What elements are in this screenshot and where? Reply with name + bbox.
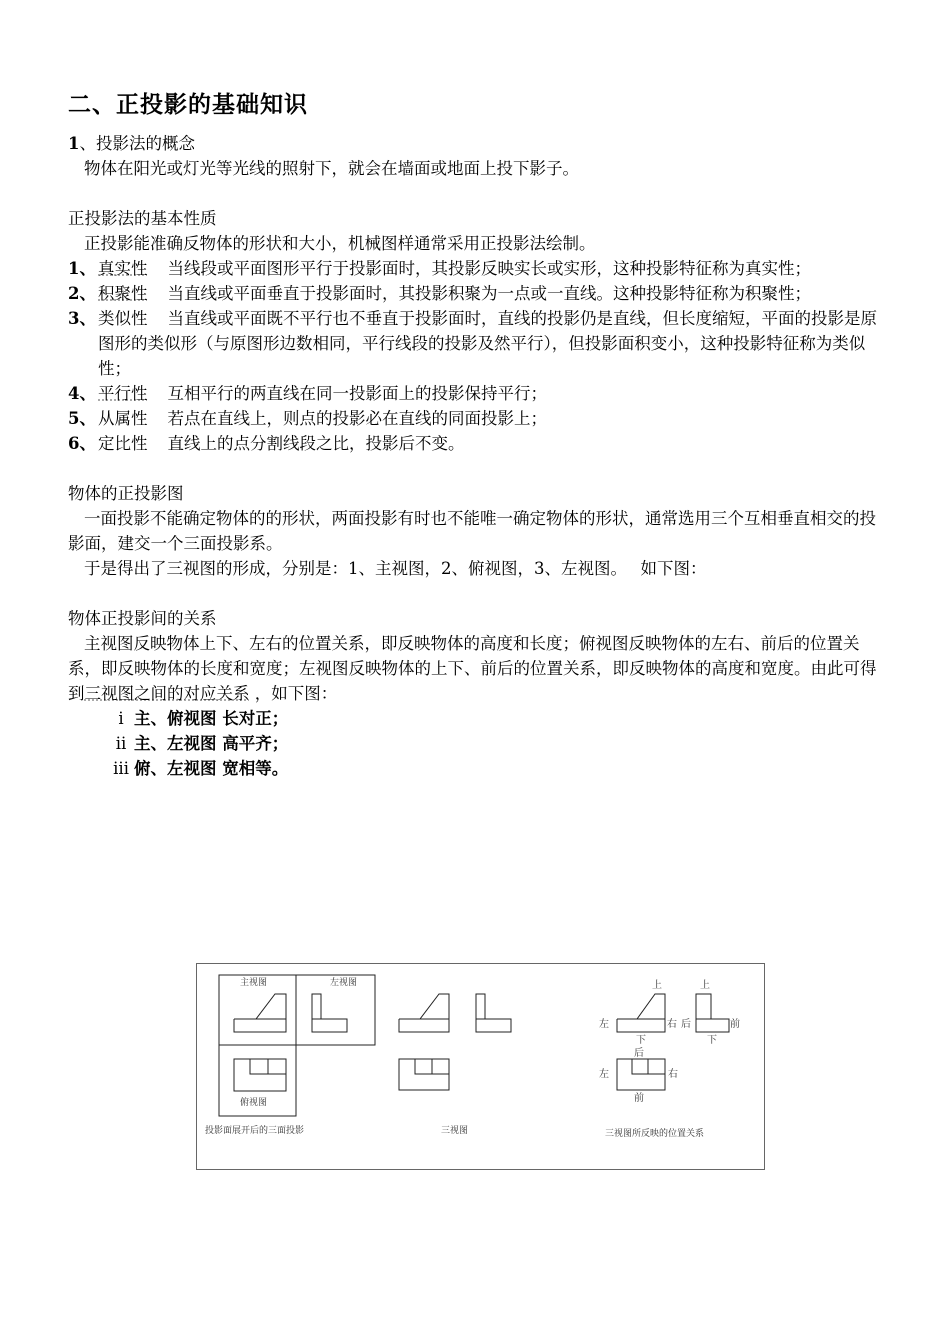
label-right: 右 bbox=[668, 1069, 678, 1080]
caption-unfolded: 投影面展开后的三面投影 bbox=[205, 1126, 305, 1136]
three-view-side-base bbox=[476, 1019, 511, 1032]
label-front: 前 bbox=[634, 1093, 644, 1104]
property-number: 5、 bbox=[68, 409, 96, 428]
document-page bbox=[68, 86, 884, 781]
correspondence-term: 三视图之间的对应关系 bbox=[84, 684, 250, 703]
three-view-figure bbox=[196, 963, 765, 1170]
property-item bbox=[68, 281, 884, 306]
three-view-diagram bbox=[197, 964, 764, 1169]
page-title: 二、正投影的基础知识 bbox=[68, 92, 308, 118]
section-2-intro: 正投影能准确反物体的形状和大小，机械图样通常采用正投影法绘制。 bbox=[84, 234, 596, 253]
section-3-title: 物体的正投影图 bbox=[68, 484, 184, 503]
section-1-number: 1 bbox=[68, 134, 80, 153]
property-item bbox=[68, 431, 884, 456]
property-text: 直线上的点分割线段之比，投影后不变。 bbox=[167, 434, 465, 453]
label-back: 后 bbox=[681, 1019, 691, 1030]
label-up: 上 bbox=[652, 980, 662, 991]
property-number: 6、 bbox=[68, 434, 96, 453]
section-4-title: 物体正投影间的关系 bbox=[68, 609, 217, 628]
label-front: 前 bbox=[730, 1019, 740, 1030]
side-view-base bbox=[312, 1019, 347, 1032]
property-number: 2、 bbox=[68, 284, 96, 303]
property-term: 从属性 bbox=[98, 409, 148, 428]
rule-roman: ⅱ bbox=[115, 734, 127, 753]
relation-side-base bbox=[696, 1019, 729, 1032]
rule-roman: ⅰ bbox=[118, 709, 124, 728]
property-term: 类似性 bbox=[98, 309, 148, 328]
side-view-upright bbox=[312, 994, 321, 1019]
caption-three-views: 三视图 bbox=[441, 1126, 469, 1136]
property-item bbox=[68, 406, 884, 431]
rule-roman: ⅲ bbox=[113, 759, 129, 778]
caption-relations: 三视图所反映的位置关系 bbox=[605, 1129, 705, 1139]
top-view-outline bbox=[234, 1059, 286, 1091]
section-4-paragraph bbox=[68, 631, 884, 706]
section-1-title bbox=[68, 131, 884, 156]
property-term: 定比性 bbox=[98, 434, 148, 453]
label-down: 下 bbox=[636, 1035, 646, 1046]
section-1-body: 物体在阳光或灯光等光线的照射下，就会在墙面或地面上投下影子。 bbox=[84, 159, 579, 178]
label-left: 左 bbox=[599, 1019, 609, 1030]
property-term: 积聚性 bbox=[98, 284, 148, 303]
section-3-paragraph-1: 一面投影不能确定物体的的形状，两面投影有时也不能唯一确定物体的形状，通常选用三个互相垂直相交的投影面，建交一个三面投影系。 bbox=[68, 509, 876, 553]
section-4-text-a: 主视图反映物体上下、左右的位置关系，即反映物体的高度和长度；俯视图反映物体的左右、前后的位置关系，即反映物体的长度和宽度；左视图反映物体的上下、前后的位置关系，即反映物体的高度和宽度。由此可得到 bbox=[68, 634, 877, 703]
section-3-paragraph-2: 于是得出了三视图的形成，分别是：1、主视图，2、俯视图，3、左视图。 如下图： bbox=[84, 559, 707, 578]
relation-front bbox=[617, 994, 665, 1032]
property-item bbox=[68, 381, 884, 406]
front-view-shape bbox=[234, 994, 286, 1032]
relation-side-upright bbox=[696, 994, 711, 1019]
property-number: 4、 bbox=[68, 384, 96, 403]
property-text: 互相平行的两直线在同一投影面上的投影保持平行； bbox=[167, 384, 547, 403]
label-back: 后 bbox=[634, 1048, 644, 1059]
rule-line bbox=[68, 731, 884, 756]
property-item bbox=[68, 256, 884, 281]
property-text: 当直线或平面既不平行也不垂直于投影面时，直线的投影仍是直线，但长度缩短，平面的投影是原图形的类似形（与原图形边数相同，平行线段的投影及然平行），但投影面积变小，这种投影特征称为类似性； bbox=[98, 309, 877, 378]
main-view-label: 主视图 bbox=[240, 978, 268, 988]
rule-text: 俯、左视图 宽相等。 bbox=[134, 759, 289, 778]
section-2-title: 正投影法的基本性质 bbox=[68, 209, 217, 228]
property-number: 1、 bbox=[68, 259, 96, 278]
property-term: 平行性 bbox=[98, 384, 148, 403]
section-4-text-b: ，如下图： bbox=[249, 684, 338, 703]
three-view-front bbox=[399, 994, 449, 1032]
label-left: 左 bbox=[599, 1069, 609, 1080]
top-view-label: 俯视图 bbox=[240, 1098, 268, 1108]
label-up: 上 bbox=[700, 980, 710, 991]
rule-line bbox=[68, 756, 884, 781]
left-view-label: 左视图 bbox=[330, 978, 358, 988]
section-1-title-text: 、投影法的概念 bbox=[79, 134, 195, 153]
rule-text: 主、左视图 高平齐； bbox=[134, 734, 289, 753]
property-text: 当线段或平面图形平行于投影面时，其投影反映实长或实形，这种投影特征称为真实性； bbox=[167, 259, 811, 278]
property-text: 若点在直线上，则点的投影必在直线的同面投影上； bbox=[167, 409, 547, 428]
label-right: 右 bbox=[667, 1019, 677, 1030]
rule-line bbox=[68, 706, 884, 731]
property-number: 3、 bbox=[68, 309, 96, 328]
property-item bbox=[68, 306, 884, 381]
three-view-side-upright bbox=[476, 994, 485, 1019]
label-down: 下 bbox=[707, 1035, 717, 1046]
property-text: 当直线或平面垂直于投影面时，其投影积聚为一点或一直线。这种投影特征称为积聚性； bbox=[167, 284, 811, 303]
property-term: 真实性 bbox=[98, 259, 148, 278]
rule-text: 主、俯视图 长对正； bbox=[134, 709, 289, 728]
